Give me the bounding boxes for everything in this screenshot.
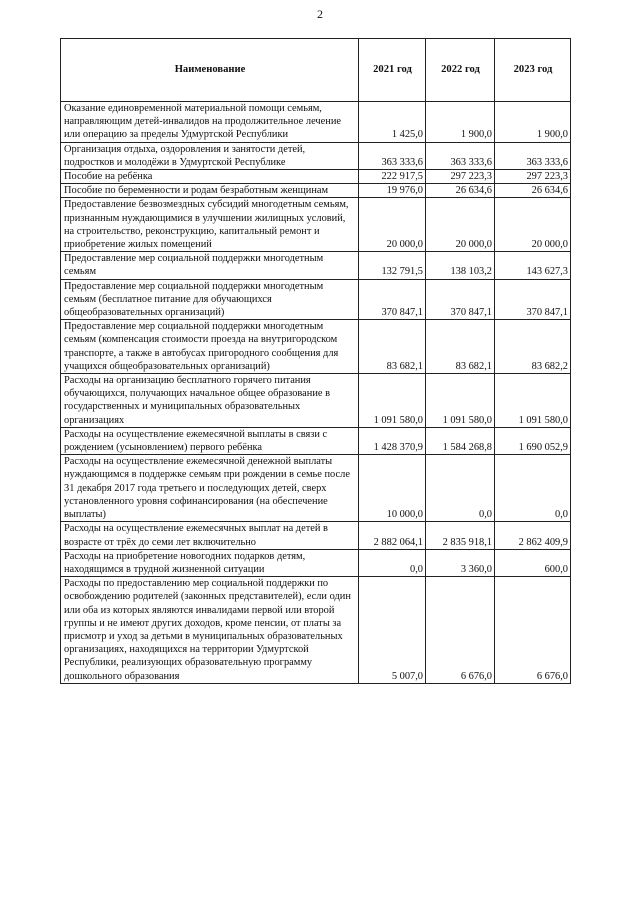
row-value-2023: 600,0	[495, 549, 571, 576]
row-name: Расходы на организацию бесплатного горячего питания обучающихся, получающих начальное общее образование в государственных и муниципальных образовательных организациях	[61, 374, 359, 428]
header-2022: 2022 год	[426, 39, 495, 102]
row-value-2022: 20 000,0	[426, 198, 495, 252]
row-value-2022: 0,0	[426, 455, 495, 522]
row-value-2022: 138 103,2	[426, 252, 495, 279]
row-name: Расходы по предоставлению мер социальной поддержки по освобождению родителей (законных представителей), если один или оба из которых являются инвалидами первой или второй группы и не имеют других доходов, кроме пенсии, от платы за присмотр и уход за детьми в муниципальных образовательных организациях, находящихся на территории Удмуртской Республики, реализующих образовательную программу дошкольного образования	[61, 577, 359, 684]
table-row	[61, 170, 571, 184]
table-row	[61, 455, 571, 522]
row-value-2023: 20 000,0	[495, 198, 571, 252]
row-value-2022: 370 847,1	[426, 279, 495, 320]
row-value-2021: 19 976,0	[359, 184, 426, 198]
row-value-2021: 83 682,1	[359, 320, 426, 374]
row-value-2023: 83 682,2	[495, 320, 571, 374]
table-row	[61, 252, 571, 279]
row-value-2021: 132 791,5	[359, 252, 426, 279]
row-value-2022: 1 900,0	[426, 102, 495, 143]
row-value-2023: 1 091 580,0	[495, 374, 571, 428]
row-name: Пособие на ребёнка	[61, 170, 359, 184]
row-name: Пособие по беременности и родам безработным женщинам	[61, 184, 359, 198]
table-row	[61, 279, 571, 320]
row-value-2023: 143 627,3	[495, 252, 571, 279]
table-row	[61, 142, 571, 169]
row-value-2022: 2 835 918,1	[426, 522, 495, 549]
table-row	[61, 374, 571, 428]
table-row	[61, 102, 571, 143]
header-2023: 2023 год	[495, 39, 571, 102]
row-name: Предоставление безвозмездных субсидий многодетным семьям, признанным нуждающимися в улучшении жилищных условий, на строительство, реконструкцию, капитальный ремонт и приобретение жилых помещений	[61, 198, 359, 252]
row-value-2021: 363 333,6	[359, 142, 426, 169]
row-name: Расходы на осуществление ежемесячных выплат на детей в возрасте от трёх до семи лет включительно	[61, 522, 359, 549]
row-value-2022: 83 682,1	[426, 320, 495, 374]
row-value-2022: 363 333,6	[426, 142, 495, 169]
row-value-2023: 2 862 409,9	[495, 522, 571, 549]
budget-table	[60, 38, 571, 684]
row-value-2023: 26 634,6	[495, 184, 571, 198]
row-name: Оказание единовременной материальной помощи семьям, направляющим детей-инвалидов на продолжительное лечение или операцию за пределы Удмуртской Республики	[61, 102, 359, 143]
row-name: Организация отдыха, оздоровления и занятости детей, подростков и молодёжи в Удмуртской Республике	[61, 142, 359, 169]
row-value-2023: 1 900,0	[495, 102, 571, 143]
row-value-2022: 297 223,3	[426, 170, 495, 184]
table-row	[61, 549, 571, 576]
header-2021: 2021 год	[359, 39, 426, 102]
header-name: Наименование	[61, 39, 359, 102]
table-row	[61, 320, 571, 374]
row-value-2021: 20 000,0	[359, 198, 426, 252]
row-value-2021: 2 882 064,1	[359, 522, 426, 549]
row-name: Расходы на осуществление ежемесячной денежной выплаты нуждающимся в поддержке семьям при рождении в семье после 31 декабря 2017 года третьего и последующих детей, сверх установленного уровня софинансирования (на обеспечение выплаты)	[61, 455, 359, 522]
table-header-row	[61, 39, 571, 102]
row-value-2022: 1 584 268,8	[426, 427, 495, 454]
row-value-2023: 1 690 052,9	[495, 427, 571, 454]
row-name: Расходы на осуществление ежемесячной выплаты в связи с рождением (усыновлением) первого ребёнка	[61, 427, 359, 454]
table-row	[61, 577, 571, 684]
row-value-2023: 297 223,3	[495, 170, 571, 184]
row-value-2023: 370 847,1	[495, 279, 571, 320]
row-value-2022: 1 091 580,0	[426, 374, 495, 428]
row-name: Предоставление мер социальной поддержки многодетным семьям	[61, 252, 359, 279]
row-name: Предоставление мер социальной поддержки многодетным семьям (компенсация стоимости проезда на внутригородском транспорте, а также в автобусах пригородного сообщения для учащихся общеобразовательных организаций)	[61, 320, 359, 374]
row-value-2023: 0,0	[495, 455, 571, 522]
row-value-2021: 1 091 580,0	[359, 374, 426, 428]
row-value-2023: 6 676,0	[495, 577, 571, 684]
table-row	[61, 522, 571, 549]
row-value-2021: 10 000,0	[359, 455, 426, 522]
row-value-2022: 6 676,0	[426, 577, 495, 684]
row-name: Предоставление мер социальной поддержки многодетным семьям (бесплатное питание для обучающихся общеобразовательных организаций)	[61, 279, 359, 320]
page-number: 2	[317, 7, 323, 21]
row-name: Расходы на приобретение новогодних подарков детям, находящимся в трудной жизненной ситуации	[61, 549, 359, 576]
row-value-2022: 26 634,6	[426, 184, 495, 198]
row-value-2021: 5 007,0	[359, 577, 426, 684]
row-value-2021: 222 917,5	[359, 170, 426, 184]
row-value-2021: 370 847,1	[359, 279, 426, 320]
row-value-2021: 1 428 370,9	[359, 427, 426, 454]
table-row	[61, 198, 571, 252]
table-row	[61, 427, 571, 454]
row-value-2021: 1 425,0	[359, 102, 426, 143]
row-value-2022: 3 360,0	[426, 549, 495, 576]
table-row	[61, 184, 571, 198]
row-value-2021: 0,0	[359, 549, 426, 576]
row-value-2023: 363 333,6	[495, 142, 571, 169]
